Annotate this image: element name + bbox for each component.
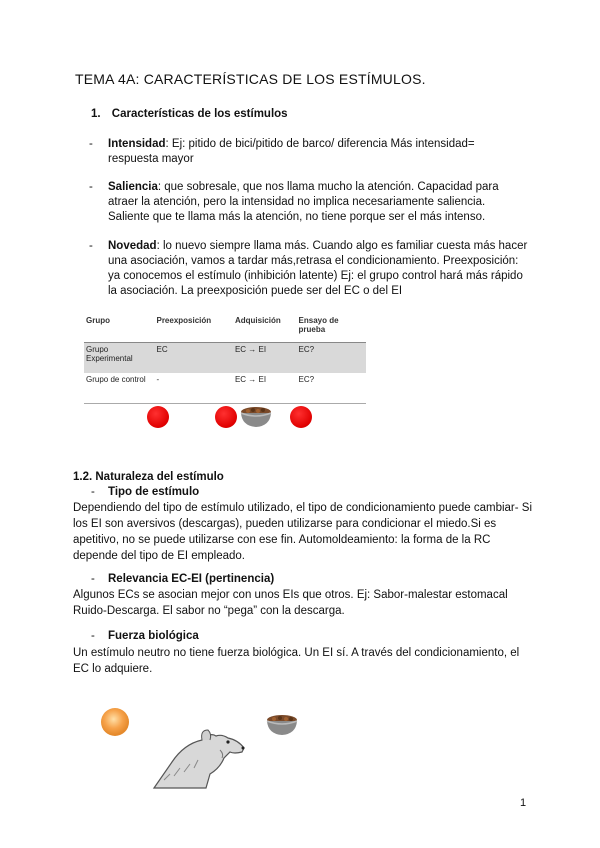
table-row [84,373,366,404]
bullet-term: Novedad [108,240,157,252]
bullet-dash: - [89,240,93,252]
red-light-stimulus-icon [290,406,312,428]
bullet-text: : lo nuevo siempre llama más. Cuando algo es familiar cuesta más hacer una asociación, vamos a tardar más,retrasa el condicionamiento. Preexposición: ya conocemos el estímulo (inhibición latente) Ej: el grupo control hará más rápido la asociación. La preexposición puede ser del EC o del EI [108,240,528,297]
light-bulb-stimulus-icon [98,705,132,739]
table-cell: EC → EI [233,373,297,404]
subsection-relevancia-text: Algunos ECs se asocian mejor con unos EIs que otros. Ej: Sabor-malestar estomacal Ruido-Descarga. El sabor no “pega” con la descarga. [73,589,508,617]
bullet-text: : que sobresale, que nos llama mucho la atención. Capacidad para atraer la atención, pero la intensidad no implica necesariamente saliencia. Saliente que te llama más la atención, no tiene porque ser el más intenso. [108,181,499,223]
dog-icon [150,728,250,790]
food-bowl-icon [264,713,300,737]
table-cell: EC [154,343,232,374]
table-cell: Grupo de control [84,373,154,404]
bullet-dash: - [89,181,93,193]
table-header-cell: Adquisición [233,314,297,343]
subsection-label: Relevancia EC-EI (pertinencia) [108,573,275,585]
bullet-dash: - [89,138,93,150]
table-header-row [84,314,366,343]
food-bowl-icon [238,404,274,430]
bullet-novedad [89,239,549,301]
subsection-fuerza-text: Un estímulo neutro no tiene fuerza biológica. Un EI sí. A través del condicionamiento, el EC lo adquiere. [73,647,520,675]
bullet-dash: - [91,486,95,498]
table-header-cell: Ensayo de prueba [297,314,366,343]
bullet-term: Intensidad [108,138,166,150]
subsection-tipo-estimulo-text: Dependiendo del tipo de estímulo utilizado, el tipo de condicionamiento puede cambiar- Si los EI son aversivos (descargas), pueden utilizarse para condicionar el miedo.Si es apetitivo, no se puede utilizarse con ese fin. Automoldeamiento: la forma de la RC depende del tipo de EI empleado. [73,502,533,562]
section-1-number: 1. [91,108,101,120]
bullet-dash: - [91,573,95,585]
bullet-saliencia [89,180,549,228]
table-header-cell: Preexposición [154,314,232,343]
document-title: TEMA 4A: CARACTERÍSTICAS DE LOS ESTÍMULOS. [75,71,426,87]
latent-inhibition-table [84,314,366,404]
page-number: 1 [520,797,527,809]
subsection-label: Fuerza biológica [108,630,199,642]
table-cell: Grupo Experimental [84,343,154,374]
table-cell: EC → EI [233,343,297,374]
red-light-stimulus-icon [147,406,169,428]
table-cell: - [154,373,232,404]
table-header-cell: Grupo [84,314,154,343]
red-light-stimulus-icon [215,406,237,428]
bullet-term: Saliencia [108,181,158,193]
bullet-text: : Ej: pitido de bici/pitido de barco/ diferencia Más intensidad= respuesta mayor [108,138,475,165]
table-cell: EC? [297,373,366,404]
section-2-heading: 1.2. Naturaleza del estímulo [73,471,224,483]
bullet-dash: - [91,630,95,642]
section-1-title: Características de los estímulos [111,108,288,120]
table-cell: EC? [297,343,366,374]
subsection-label: Tipo de estímulo [108,486,200,498]
section-1-heading [91,108,288,120]
table-row [84,343,366,374]
bullet-intensidad [89,137,549,169]
